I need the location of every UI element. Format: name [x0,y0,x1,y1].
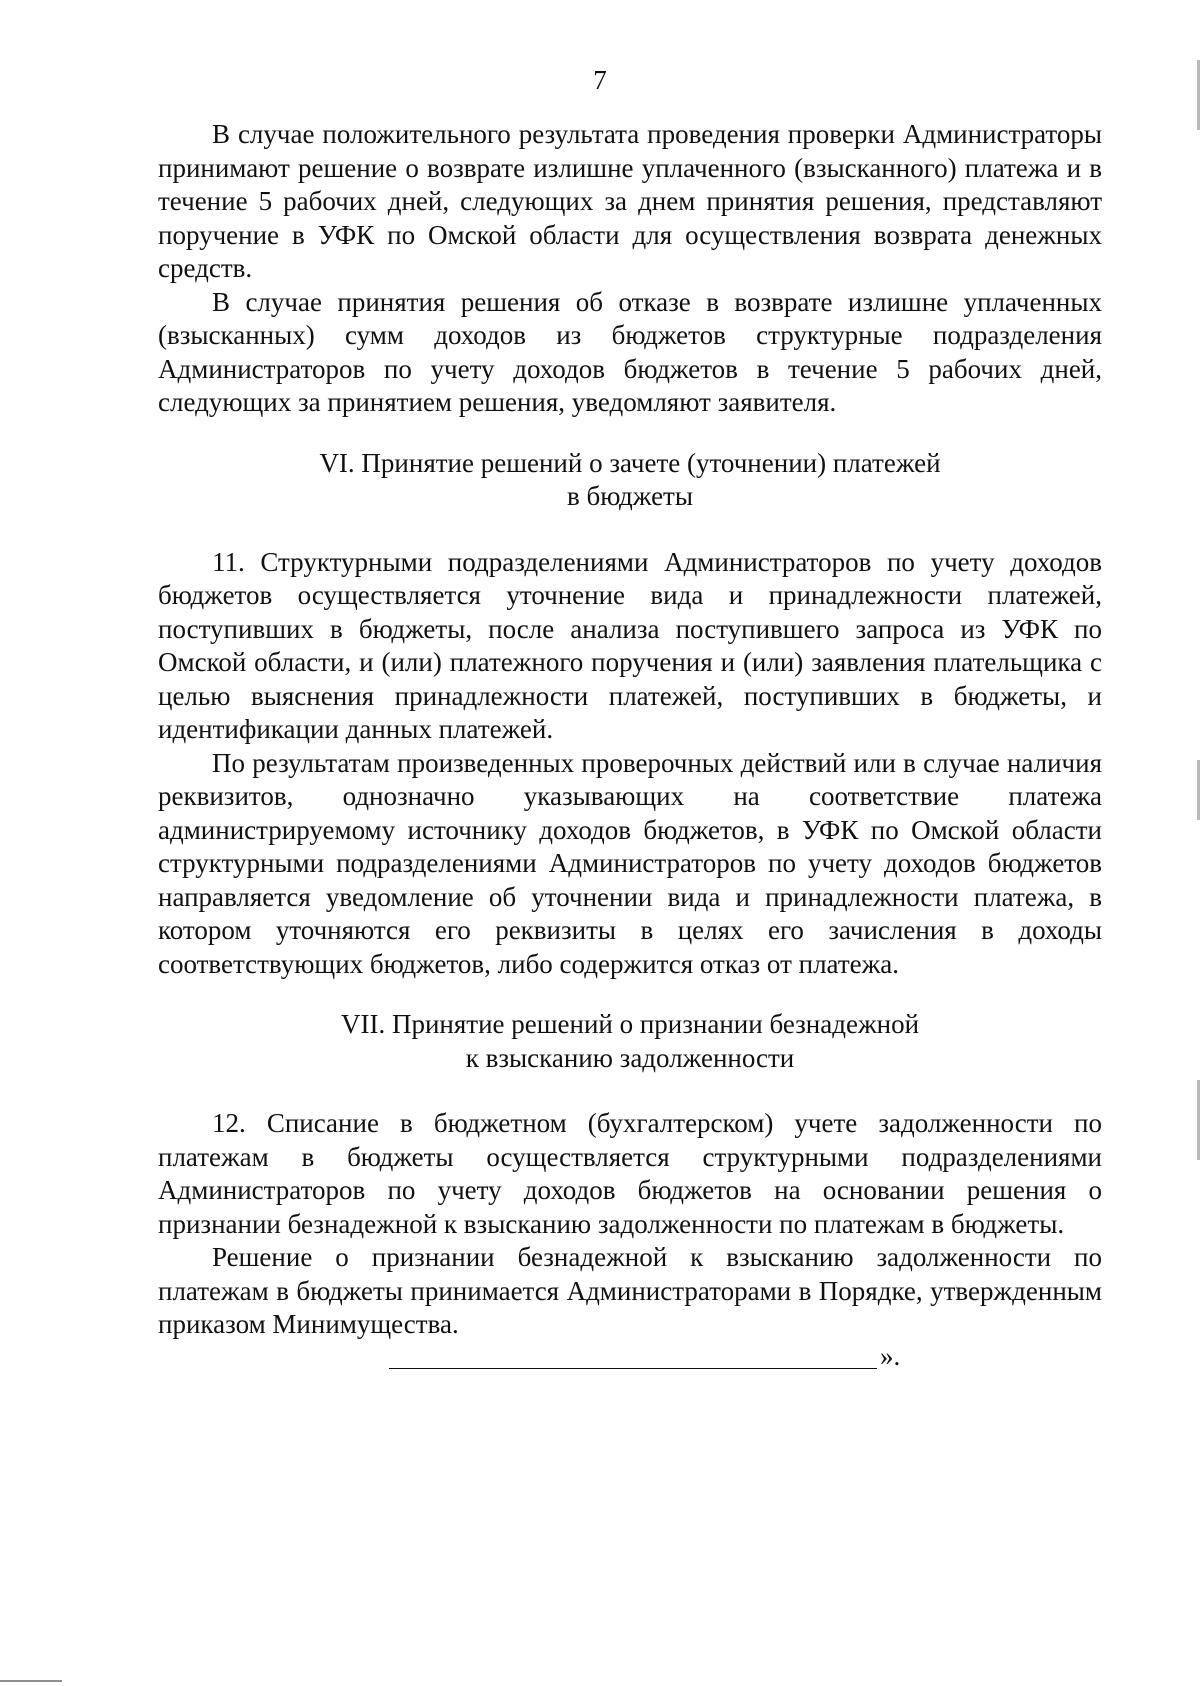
section-heading-7 [158,1008,1102,1075]
page-number: 7 [593,65,607,95]
paragraph-refund-refusal: В случае принятия решения об отказе в возврате излишне уплаченных (взысканных) сумм доходов из бюджетов структурные подразделения Администраторов по учету доходов бюджетов в течение 5 рабочих дней, следующих за принятием решения, уведомляют заявителя. [158,286,1102,417]
document-body [158,118,1102,1376]
section-heading-6-line-2: в бюджеты [567,481,693,511]
scan-corner-mark [0,1680,62,1682]
section-heading-7-line-2: к взысканию задолженности [465,1042,795,1073]
section-heading-7-line-1: VII. Принятие решений о признании безнадежной [340,1009,920,1039]
paragraph-verification-results: По результатам произведенных проверочных действий или в случае наличия реквизитов, однозначно указывающих на соответствие платежа администрируемому источнику доходов бюджетов, в УФК по Омской области структурными подразделениями Администраторов по учету доходов бюджетов направляется уведомление об уточнении вида и принадлежности платежа, в котором уточняются его реквизиты в целях его зачисления в доходы соответствующих бюджетов, либо содержится отказ от платежа. [158,747,1102,979]
paragraph-bad-debt-decision: Решение о признании безнадежной к взысканию задолженности по платежам в бюджеты принимается Администраторами в Порядке, утвержденным приказом Минимущества. [158,1242,1102,1339]
closing-line-block [158,1342,1102,1376]
section-heading-6-line-1: VI. Принятие решений о зачете (уточнении) платежей [319,447,941,478]
section-heading-6 [158,447,1102,514]
paragraph-11: 11. Структурными подразделениями Администраторов по учету доходов бюджетов осуществляется уточнение вида и принадлежности платежей, поступивших в бюджеты, после анализа поступившего запроса из УФК по Омской области, и (или) платежного поручения и (или) заявления плательщика с целью выяснения принадлежности платежей, поступивших в бюджеты, и идентификации данных платежей. [158,546,1102,744]
closing-underline [389,1368,877,1369]
paragraph-refund-decision: В случае положительного результата проведения проверки Администраторы принимают решение о возврате излишне уплаченного (взысканного) платежа и в течение 5 рабочих дней, следующих за днем принятия решения, представляют поручение в УФК по Омской области для осуществления возврата денежных средств. [158,119,1102,283]
closing-quote-mark: ». [880,1340,901,1371]
paragraph-12: 12. Списание в бюджетном (бухгалтерском) учете задолженности по платежам в бюджеты осуществляется структурными подразделениями Администраторов по учету доходов бюджетов на основании решения о признании безнадежной к взысканию задолженности по платежам в бюджеты. [158,1108,1102,1239]
